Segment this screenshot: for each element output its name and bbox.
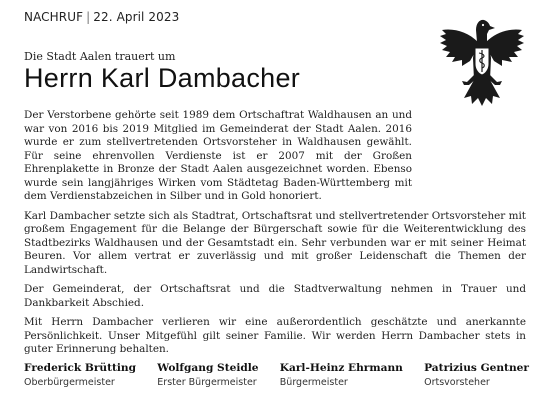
paragraph-engagement: Karl Dambacher setzte sich als Stadtrat, Ortschaftsrat und stellvertretender Ortsvorsteher mit großem Engagement für die Belange der Bürgerschaft sowie für die Weiterentwicklung des Stadtbezirks Waldhausen und der Gesamtstadt ein. Sehr verbunden war er mit seiner Heimat Beuren. Vor allem vertrat er zuverlässig und mit großer Leidenschaft die Themen der Landwirtschaft. — [24, 209, 526, 276]
signer — [424, 362, 529, 388]
signer — [24, 362, 136, 388]
signer-role: Ortsvorsteher — [424, 377, 490, 388]
signer-name: Karl-Heinz Ehrmann — [279, 362, 403, 374]
paragraph-farewell: Der Gemeinderat, der Ortschaftsrat und die Stadtverwaltung nehmen in Trauer und Dankbarkeit Abschied. — [24, 283, 526, 309]
obituary-body — [24, 109, 526, 357]
signer-name: Frederick Brütting — [24, 362, 137, 374]
signer-role: Oberbürgermeister — [24, 377, 115, 388]
notice-header — [24, 10, 179, 24]
signer-role: Erster Bürgermeister — [157, 377, 257, 388]
signer-name: Wolfgang Steidle — [157, 362, 259, 374]
eagle-coat-of-arms-icon — [438, 14, 526, 110]
notice-category: NACHRUF — [24, 10, 84, 24]
notice-date: 22. April 2023 — [93, 10, 180, 24]
paragraph-career: Der Verstorbene gehörte seit 1989 dem Ortschaftrat Waldhausen an und war von 2016 bis 2019 Mitglied im Gemeinderat der Stadt Aalen. 2016 wurde er zum stellvertretenden Ortsvorsteher in Waldhausen gewählt. Für seine ehrenvollen Verdienste ist er 2007 mit der Großen Ehrenplakette in Bronze der Stadt Aalen ausgezeichnet worden. Ebenso wurde sein langjähriges Wirken vom Städtetag Baden-Württemberg mit dem Verdienstabzeichen in Silber und in Gold honoriert. — [24, 109, 412, 202]
intro-line: Die Stadt Aalen trauert um — [24, 50, 176, 63]
header-separator: | — [86, 10, 91, 24]
signer — [157, 362, 258, 388]
signers — [24, 362, 529, 388]
paragraph-condolence: Mit Herrn Dambacher verlieren wir eine außerordentlich geschätzte und anerkannte Persönlichkeit. Unser Mitgefühl gilt seiner Familie. Wir werden Herrn Dambacher stets in guter Erinnerung behalten. — [24, 316, 526, 355]
signer-role: Bürgermeister — [279, 377, 348, 388]
signer-name: Patrizius Gentner — [424, 362, 529, 374]
signer — [280, 362, 403, 388]
deceased-name: Herrn Karl Dambacher — [24, 63, 301, 93]
